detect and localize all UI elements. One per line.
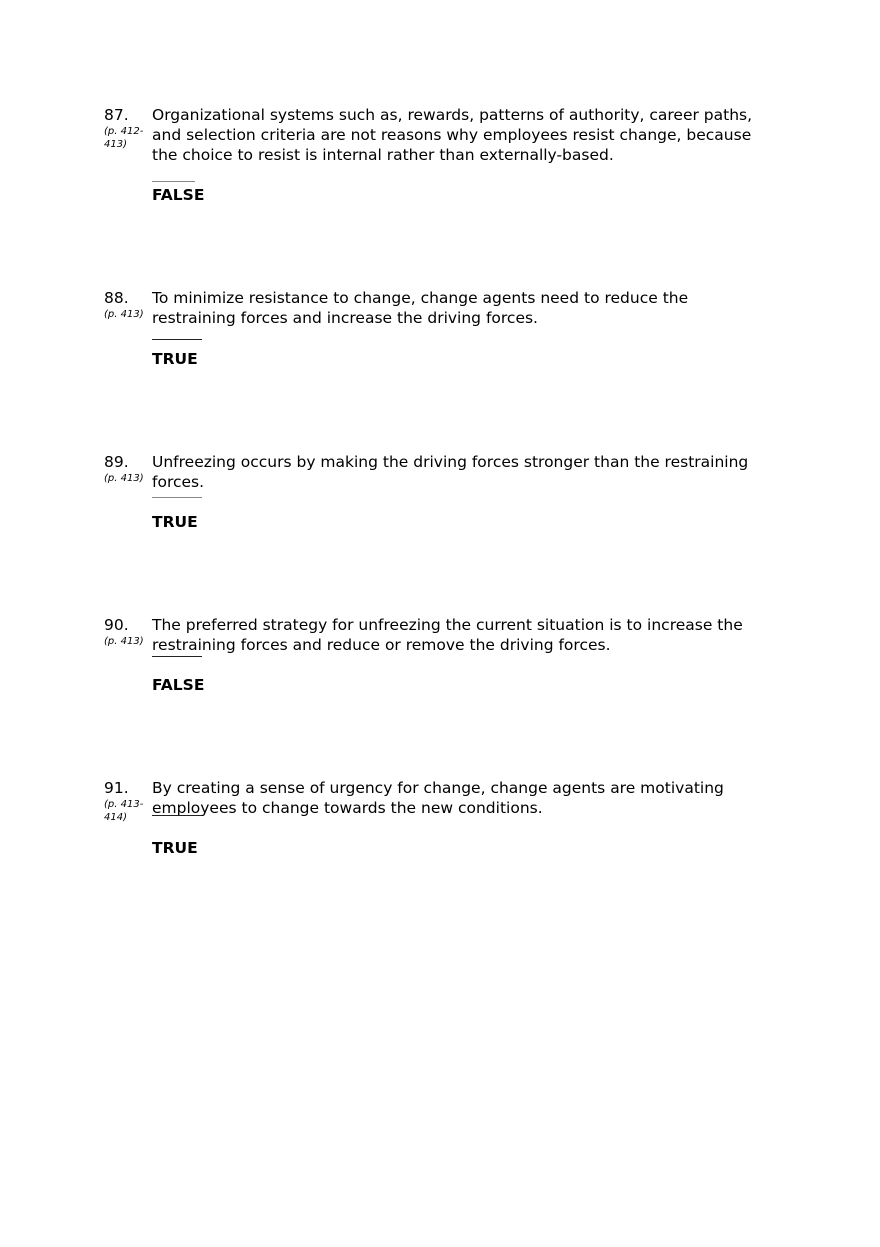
answer-blank [152, 815, 202, 816]
question-number: 91. [104, 779, 129, 797]
question-item [104, 615, 784, 725]
question-number: 90. [104, 616, 129, 634]
page-reference: (p. 413-414) [104, 799, 144, 823]
question-text: To minimize resistance to change, change agents need to reduce the restraining forces and increase the driving forces. [152, 289, 689, 327]
question-item [104, 105, 784, 215]
question-number: 87. [104, 106, 129, 124]
answer-label: FALSE [152, 186, 205, 204]
question-text: Unfreezing occurs by making the driving forces stronger than the restraining forces. [152, 453, 749, 491]
question-number: 89. [104, 453, 129, 471]
answer-blank [152, 339, 202, 340]
page-reference: (p. 413) [104, 636, 144, 647]
question-item [104, 778, 784, 888]
question-text: Organizational systems such as, rewards, patterns of authority, career paths, and selection criteria are not reasons why employees resist change, because the choice to resist is internal rather than externally-based. [152, 106, 753, 164]
page-reference: (p. 413) [104, 473, 144, 484]
answer-label: TRUE [152, 839, 198, 857]
question-item [104, 288, 784, 398]
question-item [104, 452, 784, 562]
question-number: 88. [104, 289, 129, 307]
answer-label: TRUE [152, 513, 198, 531]
answer-blank [152, 181, 195, 182]
answer-blank [152, 497, 202, 498]
answer-label: FALSE [152, 676, 205, 694]
page-reference: (p. 412-413) [104, 126, 144, 150]
question-text: By creating a sense of urgency for change, change agents are motivating employees to change towards the new conditions. [152, 779, 724, 817]
answer-blank [152, 656, 202, 657]
page-reference: (p. 413) [104, 309, 144, 320]
question-text: The preferred strategy for unfreezing the current situation is to increase the restraining forces and reduce or remove the driving forces. [152, 616, 743, 654]
answer-label: TRUE [152, 350, 198, 368]
